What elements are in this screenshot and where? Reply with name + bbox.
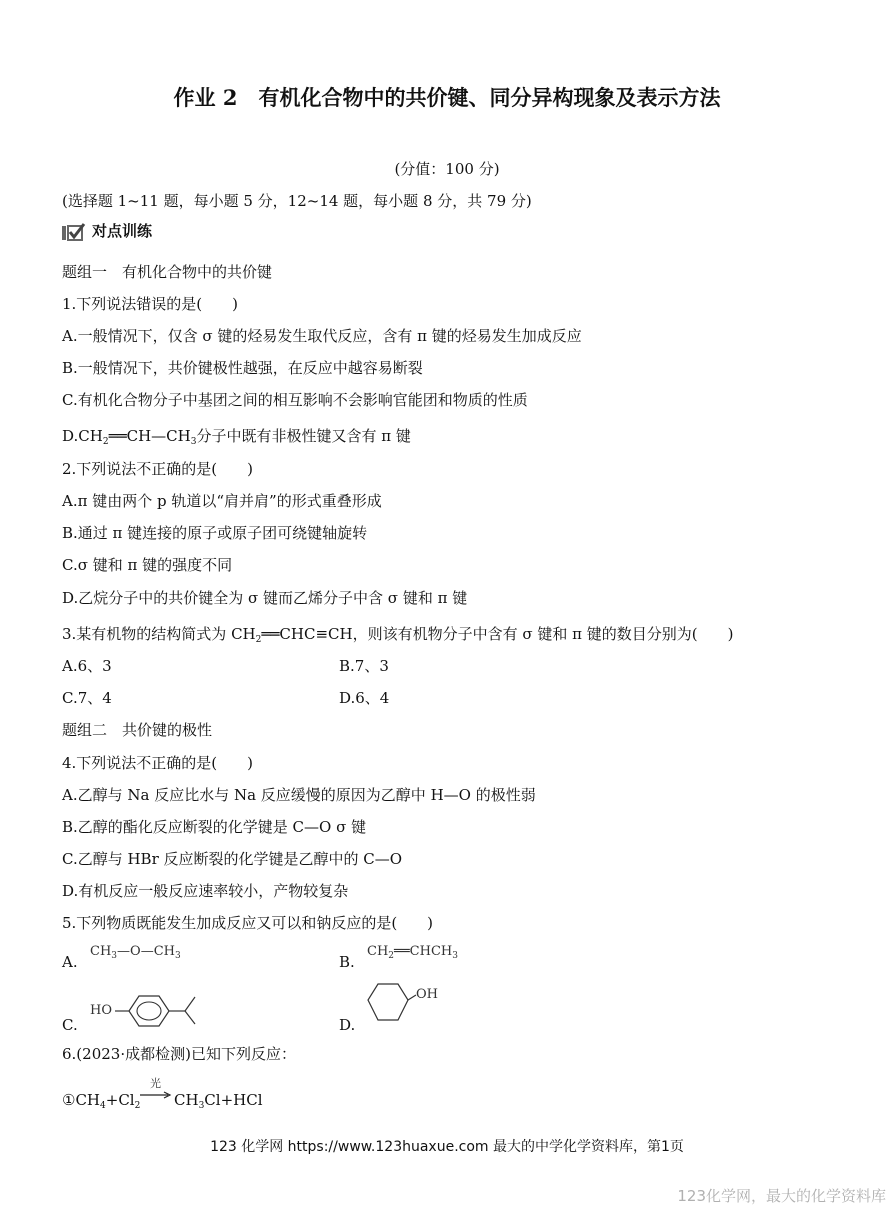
q2-option-d: D.乙烷分子中的共价键全为 σ 键而乙烯分子中含 σ 键和 π 键 — [62, 589, 468, 607]
checkmark-icon — [62, 222, 86, 240]
q3-stem: 3.某有机物的结构简式为 $CH_2══CHC\equiv CH$，则该有机物分子中含有 σ 键和 π 键的数目分别为( ) — [62, 625, 734, 645]
group-heading-1: 题组一 有机化合物中的共价键 — [62, 263, 273, 281]
reaction-1-right: $CH_3Cl+HCl$ — [174, 1091, 263, 1111]
q4-option-d: D.有机反应一般反应速率较小，产物较复杂 — [62, 882, 349, 900]
q5-stem: 5.下列物质既能发生加成反应又可以和钠反应的是( ) — [62, 914, 434, 932]
q4-option-c: C.乙醇与 HBr 反应断裂的化学键是乙醇中的 C—O — [62, 850, 403, 868]
q4-option-a: A.乙醇与 Na 反应比水与 Na 反应缓慢的原因为乙醇中 H—O 的极性弱 — [62, 786, 536, 804]
scoring-note: (选择题 1~11 题，每小题 5 分，12~14 题，每小题 8 分，共 79 分) — [62, 192, 532, 210]
q2-stem: 2.下列说法不正确的是( ) — [62, 460, 254, 478]
q1-option-c: C.有机化合物分子中基团之间的相互影响不会影响官能团和物质的性质 — [62, 391, 528, 409]
reaction-arrow-icon — [140, 1091, 172, 1099]
q5-option-b-label: B. — [339, 953, 355, 971]
q3-option-a: A.6、3 — [62, 657, 112, 675]
q3-option-d: D.6、4 — [339, 689, 390, 707]
q5-option-c-label: C. — [62, 1016, 78, 1034]
q5-option-a-label: A. — [62, 953, 78, 971]
cyclohexanol-structure — [364, 980, 424, 1030]
reaction-1-left: $①CH_4+Cl_2$ — [62, 1091, 141, 1111]
group-heading-2: 题组二 共价键的极性 — [62, 721, 213, 739]
q1-stem: 1.下列说法错误的是( ) — [62, 295, 239, 313]
q5-option-a-formula: $CH_3—O—CH_3$ — [90, 944, 181, 961]
q2-option-a: A.π 键由两个 p 轨道以“肩并肩”的形式重叠形成 — [62, 492, 382, 510]
phenol-structure — [115, 992, 215, 1032]
page-title: 作业 2 有机化合物中的共价键、同分异构现象及表示方法 — [173, 85, 721, 110]
q2-option-b: B.通过 π 键连接的原子或原子团可绕键轴旋转 — [62, 524, 368, 542]
q5-option-b-formula: $CH_2══CHCH_3$ — [367, 944, 458, 961]
page-footer: 123 化学网 https://www.123huaxue.com 最大的中学化学资料库，第1页 — [210, 1139, 684, 1155]
q1-option-b: B.一般情况下，共价键极性越强，在反应中越容易断裂 — [62, 359, 423, 377]
q5-option-c-ho: HO — [90, 1003, 112, 1018]
score-note: (分值：100 分) — [394, 160, 500, 178]
q1-option-d: $D.CH_2══CH—CH_3$分子中既有非极性键又含有 π 键 — [62, 427, 411, 447]
q3-option-c: C.7、4 — [62, 689, 112, 707]
reaction-condition: 光 — [150, 1077, 161, 1090]
q3-option-b: B.7、3 — [339, 657, 389, 675]
q5-option-d-label: D. — [339, 1016, 356, 1034]
q2-option-c: C.σ 键和 π 键的强度不同 — [62, 556, 233, 574]
q4-option-b: B.乙醇的酯化反应断裂的化学键是 C—O σ 键 — [62, 818, 367, 836]
q5-option-d-oh: OH — [416, 987, 438, 1002]
q1-option-a: A.一般情况下，仅含 σ 键的烃易发生取代反应，含有 π 键的烃易发生加成反应 — [62, 327, 582, 345]
q6-stem: 6.(2023·成都检测)已知下列反应： — [62, 1045, 296, 1063]
q4-stem: 4.下列说法不正确的是( ) — [62, 754, 254, 772]
watermark: 123化学网，最大的化学资料库 — [677, 1187, 886, 1205]
section-title: 对点训练 — [92, 222, 153, 240]
